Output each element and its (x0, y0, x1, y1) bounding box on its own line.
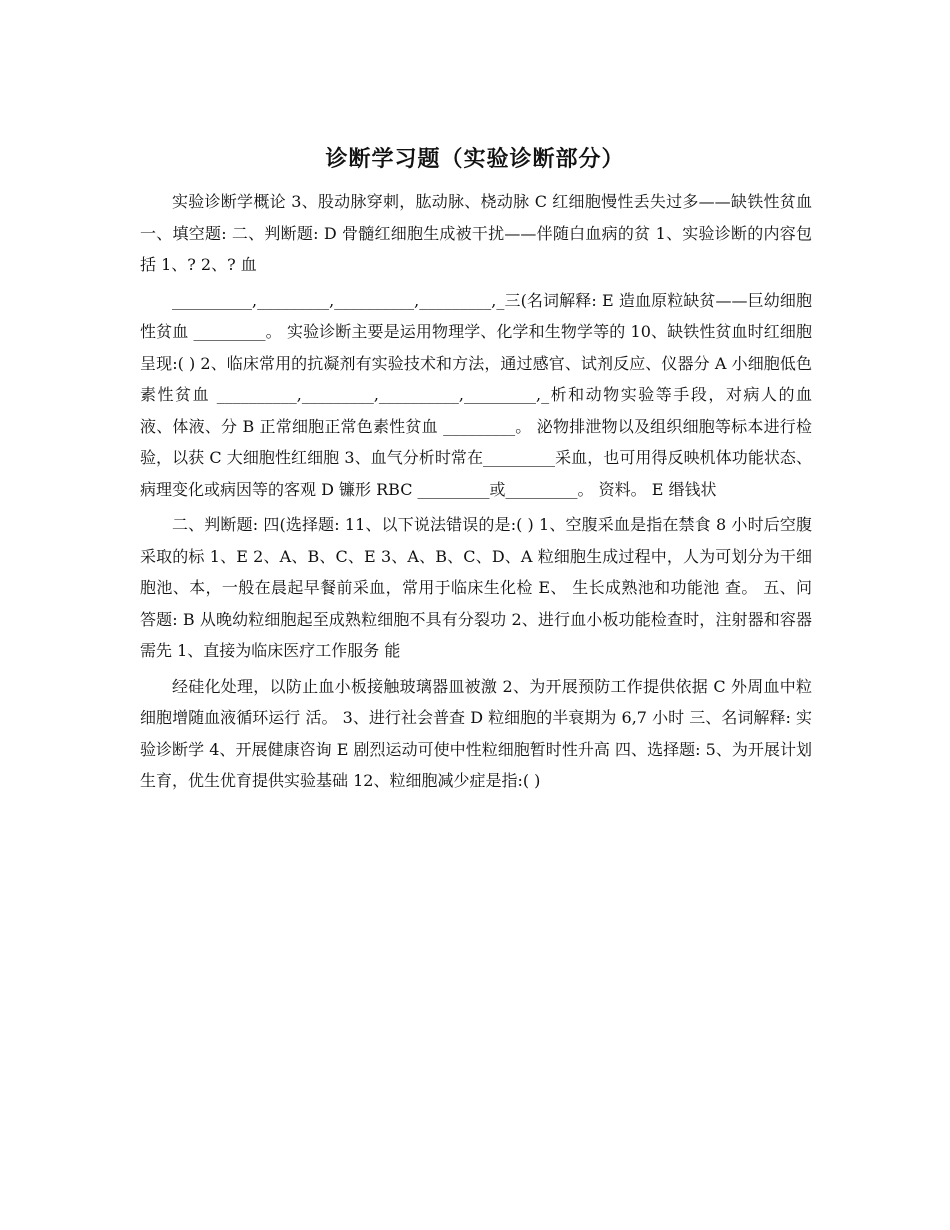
paragraph-2: __________,_________,__________,_________,_三(名词解释: E 造血原粒缺贫——巨幼细胞性贫血 _________。 实验诊断主要是运用物理学、化学和生物学等的 10、缺铁性贫血时红细胞呈现:( ) 2、临床常用的抗凝剂有实验技术和方法，通过感官、试剂反应、仪器分 A 小细胞低色素性贫血 __________,_________,__________,_________,_析和动物实验等手段，对病人的血液、体液、分 B 正常细胞正常色素性贫血 _________。 泌物排泄物以及组织细胞等标本进行检验，以获 C 大细胞性红细胞 3、血气分析时常在_________采血，也可用得反映机体功能状态、病理变化或病因等的客观 D 镰形 RBC _________或_________。 资料。 E 缗钱状 (140, 290, 812, 499)
paragraph-3: 二、判断题: 四(选择题: 11、以下说法错误的是:( ) 1、空腹采血是指在禁食 8 小时后空腹采取的标 1、E 2、A、B、C、E 3、A、B、C、D、A 粒细胞生成过程中，人为可划分为干细胞池、本，一般在晨起早餐前采血，常用于临床生化检 E、 生长成熟池和功能池 查。 五、问答题: B 从晚幼粒细胞起至成熟粒细胞不具有分裂功 2、进行血小板功能检查时，注射器和容器需先 1、直接为临床医疗工作服务 能 (140, 515, 812, 660)
document-body (140, 186, 812, 797)
paragraph-1: 实验诊断学概论 3、股动脉穿刺，肱动脉、桡动脉 C 红细胞慢性丢失过多——缺铁性贫血 一、填空题: 二、判断题: D 骨髓红细胞生成被干扰——伴随白血病的贫 1、实验诊断的内容包括 1、? 2、? 血 (140, 192, 812, 274)
page-title: 诊断学习题（实验诊断部分） (325, 146, 625, 172)
paragraph-4: 经硅化处理，以防止血小板接触玻璃器皿被激 2、为开展预防工作提供依据 C 外周血中粒细胞增随血液循环运行 活。 3、进行社会普查 D 粒细胞的半衰期为 6,7 小时 三、名词解释: 实验诊断学 4、开展健康咨询 E 剧烈运动可使中性粒细胞暂时性升高 四、选择题: 5、为开展计划生育，优生优育提供实验基础 12、粒细胞减少症是指:( ) (140, 676, 812, 790)
